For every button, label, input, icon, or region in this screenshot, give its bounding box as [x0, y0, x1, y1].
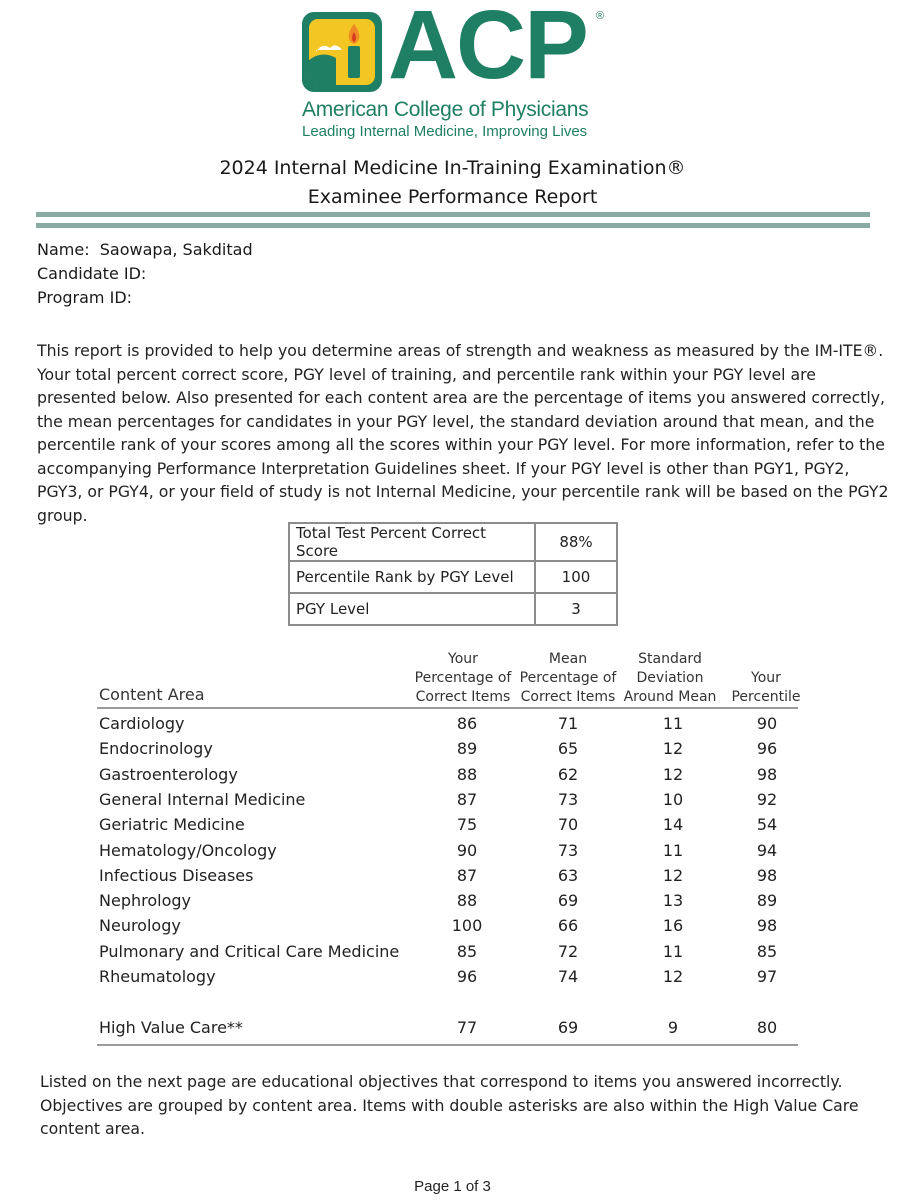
table-row: [0, 916, 905, 941]
content-area-name: Cardiology: [99, 714, 185, 733]
report-title: 2024 Internal Medicine In-Training Examination®: [219, 157, 686, 179]
your-percentile: 89: [756, 891, 778, 911]
content-area-name: Gastroenterology: [99, 764, 238, 784]
table-row: [0, 891, 905, 916]
summary-table: [288, 522, 618, 626]
content-area-name: Hematology/Oncology: [99, 840, 277, 860]
standard-deviation: 13: [662, 891, 684, 911]
intro-line: group.: [37, 505, 88, 525]
high-value-care-row: [0, 1018, 905, 1043]
header-line: Mean: [548, 651, 588, 667]
your-percentage: 87: [456, 789, 478, 809]
your-percentage: 75: [456, 815, 478, 835]
your-percentile: 85: [756, 941, 778, 961]
summary-label: Percentile Rank by PGY Level: [289, 561, 535, 593]
your-percentage: 87: [456, 865, 478, 885]
your-percentile: 90: [756, 714, 778, 733]
standard-deviation: 16: [662, 916, 684, 936]
intro-line: Your total percent correct score, PGY level of training, and percentile rank within your PGY level are: [37, 364, 816, 384]
summary-row-pgy: [289, 593, 617, 625]
name-label: Name:: [37, 240, 90, 259]
footer-line: Objectives are grouped by content area. Items with double asterisks are also within the High Value Care: [40, 1095, 859, 1115]
standard-deviation: 12: [662, 967, 684, 986]
intro-line: presented below. Also presented for each content area are the percentage of items you answered correctly,: [37, 388, 885, 407]
your-percentile: 80: [756, 1018, 778, 1037]
your-percentile: 97: [756, 967, 778, 986]
summary-label: Total Test Percent Correct Score: [289, 523, 535, 561]
your-percentage: 100: [451, 916, 483, 936]
summary-row-percentile: [289, 561, 617, 593]
standard-deviation: 12: [662, 865, 684, 885]
header-your-percentage: [413, 650, 513, 707]
mean-percentage: 70: [557, 815, 579, 835]
intro-line: accompanying Performance Interpretation Guidelines sheet. If your PGY level is other than PGY1, PGY2,: [37, 458, 850, 478]
your-percentile: 98: [756, 916, 778, 936]
your-percentage: 89: [456, 739, 478, 759]
acp-wordmark: ACP: [388, 0, 587, 99]
table-rule-bottom: [97, 1044, 798, 1046]
program-id: [37, 288, 132, 307]
organization-tagline: Leading Internal Medicine, Improving Lives: [302, 123, 588, 140]
your-percentage: 88: [456, 764, 478, 784]
report-subtitle: Examinee Performance Report: [307, 186, 598, 208]
mean-percentage: 73: [557, 840, 579, 860]
mean-percentage: 62: [557, 764, 579, 784]
header-line: Correct Items: [415, 689, 511, 705]
your-percentile: 96: [756, 739, 778, 759]
header-line: Percentage of: [414, 670, 512, 686]
mean-percentage: 69: [557, 1018, 579, 1037]
content-area-name: Rheumatology: [99, 967, 216, 986]
mean-percentage: 72: [557, 941, 579, 961]
table-row: [0, 841, 905, 866]
standard-deviation: 11: [662, 941, 684, 961]
your-percentage: 90: [456, 840, 478, 860]
mean-percentage: 65: [557, 739, 579, 759]
standard-deviation: 12: [662, 739, 684, 759]
candidate-name: [37, 240, 253, 259]
table-row: [0, 942, 905, 967]
your-percentage: 86: [456, 714, 478, 733]
summary-value: 88%: [535, 523, 617, 561]
header-line: Around Mean: [623, 689, 717, 705]
table-row: [0, 967, 905, 992]
your-percentile: 54: [756, 815, 778, 835]
header-divider-top: [36, 212, 870, 217]
acp-badge-icon: [302, 12, 382, 92]
intro-line: the mean percentages for candidates in your PGY level, the standard deviation around that mean, and the: [37, 411, 875, 431]
standard-deviation: 14: [662, 815, 684, 835]
program-id-label: Program ID:: [37, 288, 133, 307]
mean-percentage: 74: [557, 967, 579, 986]
content-area-name: General Internal Medicine: [99, 789, 306, 809]
content-area-name: Neurology: [99, 916, 181, 936]
intro-paragraph: [37, 339, 889, 527]
header-mean-percentage: [518, 650, 618, 707]
header-line: Standard: [638, 651, 702, 667]
standard-deviation: 11: [662, 714, 684, 733]
mean-percentage: 71: [557, 714, 579, 733]
header-line: Your: [751, 670, 781, 686]
your-percentile: 98: [756, 865, 778, 885]
page-number: Page 1 of 3: [414, 1178, 491, 1195]
your-percentile: 94: [756, 840, 778, 860]
acp-logo: [300, 0, 612, 140]
candidate-id: [37, 264, 146, 283]
your-percentage: 85: [456, 941, 478, 961]
content-area-name: Pulmonary and Critical Care Medicine: [99, 941, 400, 961]
mean-percentage: 69: [557, 891, 579, 911]
header-line: Your: [448, 651, 478, 667]
header-standard-deviation: [620, 650, 720, 707]
table-rule-top: [97, 707, 798, 709]
standard-deviation: 11: [662, 840, 684, 860]
table-row: [0, 790, 905, 815]
content-area-name: Nephrology: [99, 891, 191, 911]
name-value: Saowapa, Sakditad: [99, 240, 253, 259]
table-row: [0, 815, 905, 840]
registered-mark: ®: [596, 10, 605, 22]
footer-line: Listed on the next page are educational objectives that correspond to items you answered incorrectly.: [40, 1072, 843, 1091]
intro-line: percentile rank of your scores among all the scores within your PGY level. For more information, refer to the: [37, 435, 885, 454]
summary-label: PGY Level: [289, 593, 535, 625]
footer-note: [40, 1070, 860, 1141]
table-row: [0, 866, 905, 891]
content-area-name: Endocrinology: [99, 739, 213, 759]
header-your-percentile: [728, 669, 804, 707]
standard-deviation: 10: [662, 789, 684, 809]
footer-line: content area.: [40, 1119, 146, 1138]
summary-value: 3: [535, 593, 617, 625]
intro-line: This report is provided to help you determine areas of strength and weakness as measured by the IM-ITE®.: [37, 341, 884, 360]
content-area-name: Geriatric Medicine: [99, 815, 245, 835]
summary-row-total: [289, 523, 617, 561]
header-line: Deviation: [636, 670, 704, 686]
header-line: Percentile: [731, 689, 801, 705]
header-line: Correct Items: [520, 689, 616, 705]
organization-name: American College of Physicians: [302, 98, 589, 121]
summary-value: 100: [535, 561, 617, 593]
header-content-area: Content Area: [99, 685, 205, 704]
standard-deviation: 9: [667, 1018, 679, 1037]
mean-percentage: 73: [557, 789, 579, 809]
header-divider-bottom: [36, 223, 870, 228]
content-area-name: High Value Care**: [99, 1018, 243, 1037]
table-row: [0, 714, 905, 739]
table-row: [0, 765, 905, 790]
standard-deviation: 12: [662, 764, 684, 784]
your-percentage: 77: [456, 1018, 478, 1037]
your-percentage: 88: [456, 891, 478, 911]
your-percentile: 92: [756, 789, 778, 809]
mean-percentage: 66: [557, 916, 579, 936]
intro-line: PGY3, or PGY4, or your field of study is not Internal Medicine, your percentile rank will be based on the PGY2: [37, 482, 889, 501]
your-percentile: 98: [756, 764, 778, 784]
table-row: [0, 739, 905, 764]
header-line: Percentage of: [519, 670, 617, 686]
mean-percentage: 63: [557, 865, 579, 885]
candidate-id-label: Candidate ID:: [37, 264, 147, 283]
content-area-name: Infectious Diseases: [99, 865, 254, 885]
your-percentage: 96: [456, 967, 478, 986]
